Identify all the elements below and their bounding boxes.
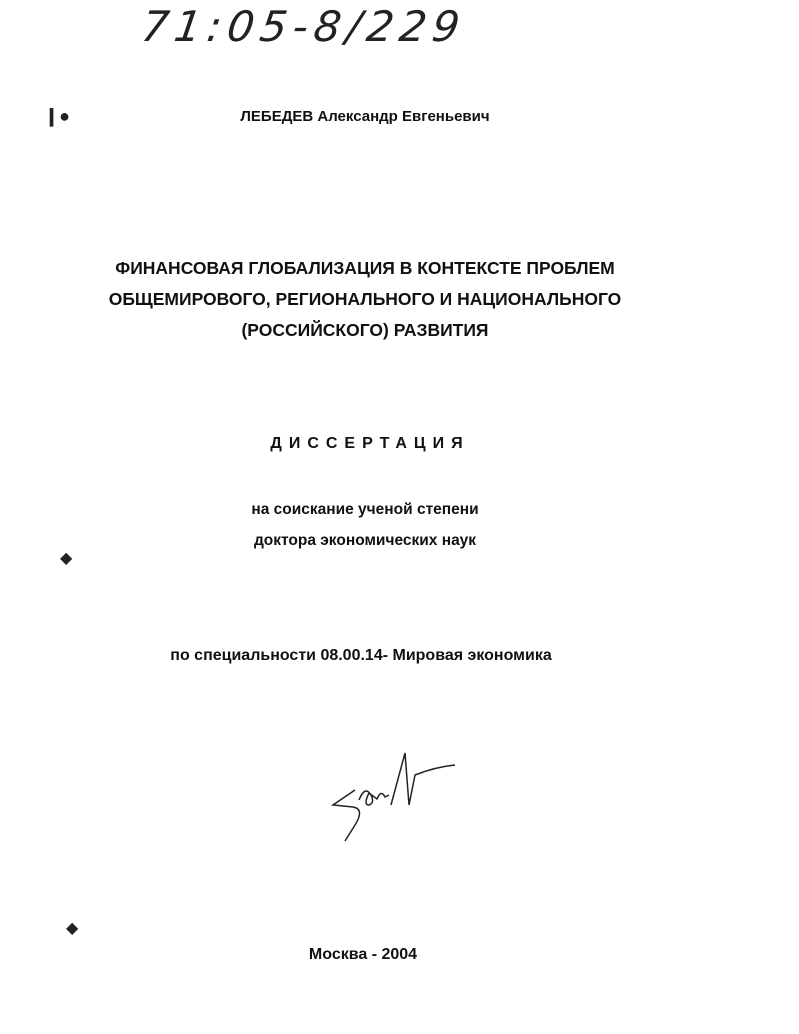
title-line: (РОССИЙСКОГО) РАЗВИТИЯ: [241, 320, 489, 340]
handwritten-archive-number: 71:05-8/229: [138, 2, 469, 51]
degree-line: доктора экономических наук: [253, 532, 477, 549]
dissertation-title: [0, 253, 730, 346]
degree-line: на соискание ученой степени: [251, 501, 479, 518]
document-type: ДИССЕРТАЦИЯ: [270, 435, 470, 452]
title-line: ОБЩЕМИРОВОГО, РЕГИОНАЛЬНОГО И НАЦИОНАЛЬНОГО: [108, 289, 622, 309]
city-year: Москва - 2004: [308, 946, 418, 963]
handwritten-signature: [325, 745, 465, 845]
scan-artifact-mark: ◆: [66, 920, 79, 937]
author-name: ЛЕБЕДЕВ Александр Евгеньевич: [240, 108, 490, 125]
scan-artifact-mark: ◆: [60, 550, 73, 567]
title-line: ФИНАНСОВАЯ ГЛОБАЛИЗАЦИЯ В КОНТЕКСТЕ ПРОБЛЕМ: [115, 258, 615, 278]
degree-statement: [0, 494, 730, 556]
specialty: по специальности 08.00.14- Мировая экономика: [170, 647, 552, 664]
scan-artifact-mark: ❙●: [44, 106, 70, 126]
